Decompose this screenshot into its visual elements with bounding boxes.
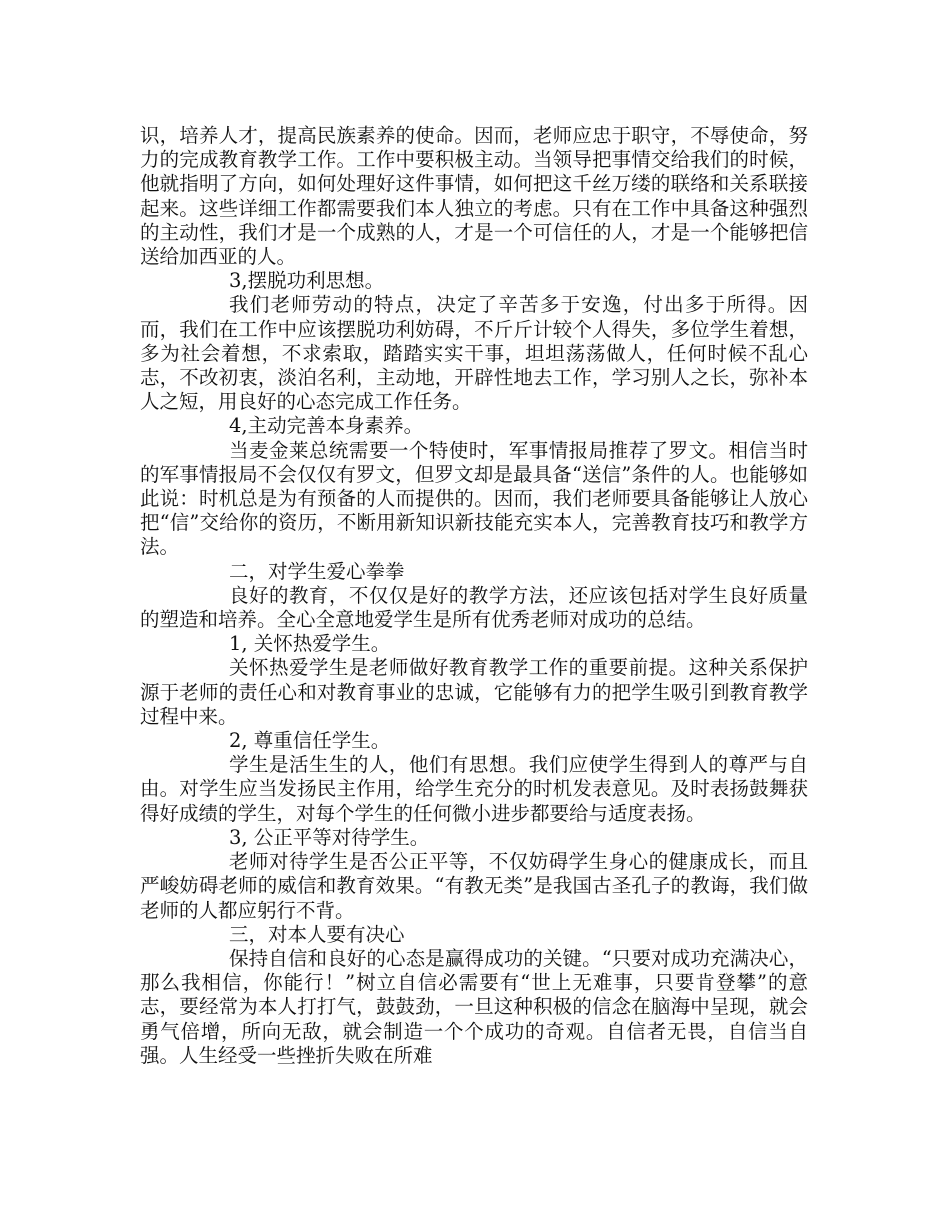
section-heading: 3, 公正平等对待学生。: [229, 825, 430, 849]
section-heading: 二，对学生爱心拳拳: [229, 559, 405, 583]
body-paragraph: 识，培养人才，提高民族素养的使命。因而，老师应忠于职守，不辱使命，努力的完成教育教学工作。工作中要积极主动。当领导把事情交给我们的时候，他就指明了方向，如何处理好这件事情，如何把这千丝万缕的联络和关系联接起来。这些详细工作都需要我们本人独立的考虑。只有在工作中具备这种强烈的主动性，我们才是一个成熟的人，才是一个可信任的人，才是一个能够把信送给加西亚的人。: [140, 124, 808, 269]
body-paragraph: 保持自信和良好的心态是赢得成功的关键。“只要对成功充满决心，那么我相信，你能行！”树立自信必需要有“世上无难事，只要肯登攀”的意志，要经常为本人打打气，鼓鼓劲，一旦这种积极的信念在脑海中呈现，就会勇气倍增，所向无敌，就会制造一个个成功的奇观。自信者无畏，自信当自强。人生经受一些挫折失败在所难: [140, 946, 808, 1067]
section-heading: 2, 尊重信任学生。: [229, 729, 391, 753]
section-heading: 1, 关怀热爱学生。: [229, 632, 391, 656]
body-paragraph: 良好的教育，不仅仅是好的教学方法，还应该包括对学生良好质量的塑造和培养。全心全意地爱学生是所有优秀老师对成功的总结。: [140, 583, 808, 632]
section-heading: 4,主动完善本身素养。: [229, 414, 424, 438]
body-paragraph: 老师对待学生是否公正平等，不仅妨碍学生身心的健康成长，而且严峻妨碍老师的威信和教育效果。“有教无类”是我国古圣孔子的教诲，我们做老师的人都应躬行不背。: [140, 850, 808, 922]
body-paragraph: 关怀热爱学生是老师做好教育教学工作的重要前提。这种关系保护源于老师的责任心和对教育事业的忠诚，它能够有力的把学生吸引到教育教学过程中来。: [140, 656, 808, 728]
body-paragraph: 当麦金莱总统需要一个特使时，军事情报局推荐了罗文。相信当时的军事情报局不会仅仅有罗文，但罗文却是最具备“送信”条件的人。也能够如此说：时机总是为有预备的人而提供的。因而，我们老师要具备能够让人放心把“信”交给你的资历，不断用新知识新技能充实本人，完善教育技巧和教学方法。: [140, 438, 808, 559]
section-heading: 3,摆脱功利思想。: [229, 269, 385, 293]
body-paragraph: 我们老师劳动的特点，决定了辛苦多于安逸，付出多于所得。因而，我们在工作中应该摆脱功利妨碍，不斤斤计较个人得失，多位学生着想，多为社会着想，不求索取，踏踏实实干事，坦坦荡荡做人，任何时候不乱心志，不改初衷，淡泊名利，主动地，开辟性地去工作，学习别人之长，弥补本人之短，用良好的心态完成工作任务。: [140, 293, 808, 414]
section-heading: 三，对本人要有决心: [229, 922, 405, 946]
document-page: [140, 124, 808, 1068]
body-paragraph: 学生是活生生的人，他们有思想。我们应使学生得到人的尊严与自由。对学生应当发扬民主作用，给学生充分的时机发表意见。及时表扬鼓舞获得好成绩的学生，对每个学生的任何微小进步都要给与适度表扬。: [140, 753, 808, 825]
